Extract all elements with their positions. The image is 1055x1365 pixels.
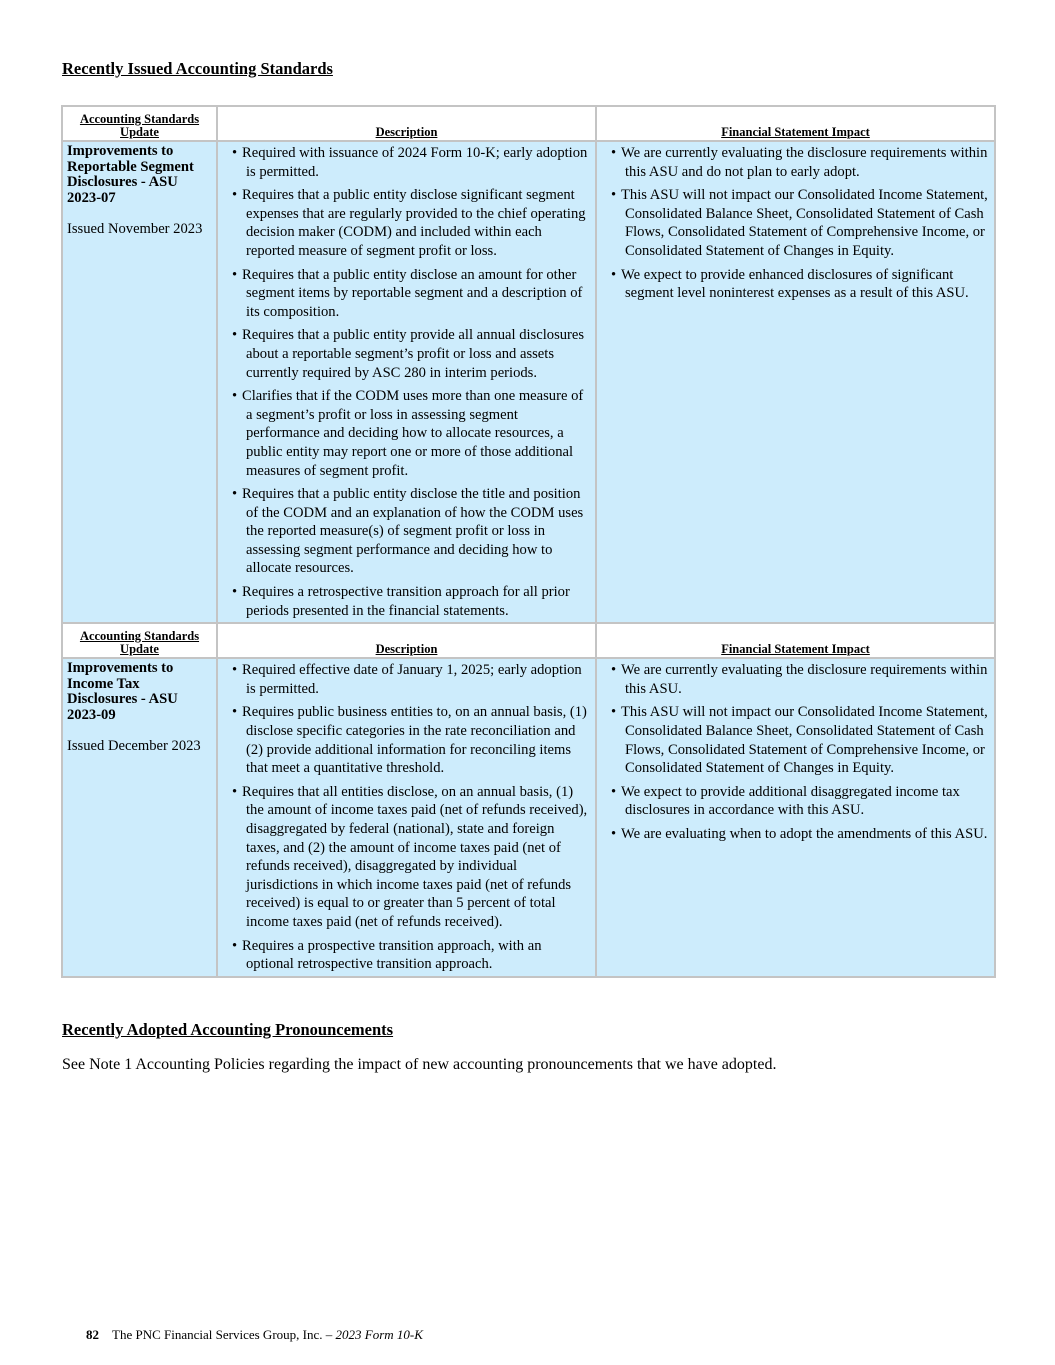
table-header-row xyxy=(62,106,995,141)
section-heading-issued: Recently Issued Accounting Standards xyxy=(62,59,333,78)
page-number: 82 xyxy=(86,1327,99,1342)
impact-cell xyxy=(596,141,995,623)
description-item: • Required effective date of January 1, 2025; early adoption is permitted. xyxy=(222,661,591,698)
table-row xyxy=(62,658,995,977)
impact-cell xyxy=(596,658,995,977)
description-item: • Clarifies that if the CODM uses more than one measure of a segment’s profit or loss in assessing segment performance and deciding how to allocate resources, a public entity may report one or more of those additional measures of segment profit. xyxy=(222,387,591,480)
description-item: • Requires that all entities disclose, on an annual basis, (1) the amount of income taxes paid (net of refunds received), disaggregated by federal (national), state and foreign taxes, and (2) the amount of income taxes paid (net of refunds received), disaggregated by individual jurisdictions in which income taxes paid (net of refunds received) is equal to or greater than 5 percent of total income taxes paid (net of refunds received). xyxy=(222,783,591,932)
description-item: • Requires public business entities to, on an annual basis, (1) disclose specific categories in the rate reconciliation and (2) provide additional information for reconciling items that meet a quantitative threshold. xyxy=(222,703,591,777)
description-cell xyxy=(217,658,596,977)
table-header-row xyxy=(62,623,995,658)
column-header-description: Description xyxy=(217,106,596,141)
asu-title: Improvements to Reportable Segment Disclosures - ASU 2023-07 xyxy=(67,143,194,206)
asu-issued-date: Issued November 2023 xyxy=(67,221,203,237)
description-cell xyxy=(217,141,596,623)
impact-item: • We expect to provide enhanced disclosures of significant segment level noninterest expenses as a result of this ASU. xyxy=(601,266,990,303)
column-header-asu: Accounting Standards Update xyxy=(62,106,217,141)
adopted-paragraph: See Note 1 Accounting Policies regarding the impact of new accounting pronouncements that we have adopted. xyxy=(62,1056,777,1073)
asu-cell xyxy=(62,141,217,623)
impact-item: • We are currently evaluating the disclosure requirements within this ASU and do not plan to early adopt. xyxy=(601,144,990,181)
column-header-impact: Financial Statement Impact xyxy=(596,106,995,141)
description-item: • Requires that a public entity disclose the title and position of the CODM and an explanation of how the CODM uses the reported measure(s) of segment profit or loss in assessing segment performance and deciding how to allocate resources. xyxy=(222,485,591,578)
column-header-asu: Accounting Standards Update xyxy=(62,623,217,658)
asu-title: Improvements to Income Tax Disclosures - ASU 2023-09 xyxy=(67,660,178,723)
impact-item: • We expect to provide additional disaggregated income tax disclosures in accordance with this ASU. xyxy=(601,783,990,820)
description-item: • Required with issuance of 2024 Form 10-K; early adoption is permitted. xyxy=(222,144,591,181)
table-row xyxy=(62,141,995,623)
impact-item: • We are currently evaluating the disclosure requirements within this ASU. xyxy=(601,661,990,698)
description-item: • Requires that a public entity disclose an amount for other segment items by reportable segment and a description of its composition. xyxy=(222,266,591,322)
column-header-impact: Financial Statement Impact xyxy=(596,623,995,658)
description-item: • Requires that a public entity provide all annual disclosures about a reportable segment’s profit or loss and assets currently required by ASC 280 in interim periods. xyxy=(222,326,591,382)
description-item: • Requires a retrospective transition approach for all prior periods presented in the financial statements. xyxy=(222,583,591,620)
impact-item: • This ASU will not impact our Consolidated Income Statement, Consolidated Balance Sheet, Consolidated Statement of Cash Flows, Consolidated Statement of Comprehensive Income, or Consolidated Statement of Changes in Equity. xyxy=(601,703,990,777)
description-item: • Requires a prospective transition approach, with an optional retrospective transition approach. xyxy=(222,937,591,974)
asu-issued-date: Issued December 2023 xyxy=(67,738,201,755)
impact-item: • This ASU will not impact our Consolidated Income Statement, Consolidated Balance Sheet, Consolidated Statement of Cash Flows, Consolidated Statement of Comprehensive Income, or Consolidated Statement of Changes in Equity. xyxy=(601,186,990,260)
page-footer xyxy=(86,1327,423,1343)
footer-company: The PNC Financial Services Group, Inc. – xyxy=(112,1327,333,1342)
section-heading-adopted: Recently Adopted Accounting Pronouncements xyxy=(62,1020,394,1039)
asu-cell xyxy=(62,658,217,977)
standards-table xyxy=(61,105,996,978)
description-item: • Requires that a public entity disclose significant segment expenses that are regularly provided to the chief operating decision maker (CODM) and included within each reported measure of segment profit or loss. xyxy=(222,186,591,260)
column-header-description: Description xyxy=(217,623,596,658)
footer-form: 2023 Form 10-K xyxy=(335,1327,423,1342)
impact-item: • We are evaluating when to adopt the amendments of this ASU. xyxy=(601,825,990,844)
